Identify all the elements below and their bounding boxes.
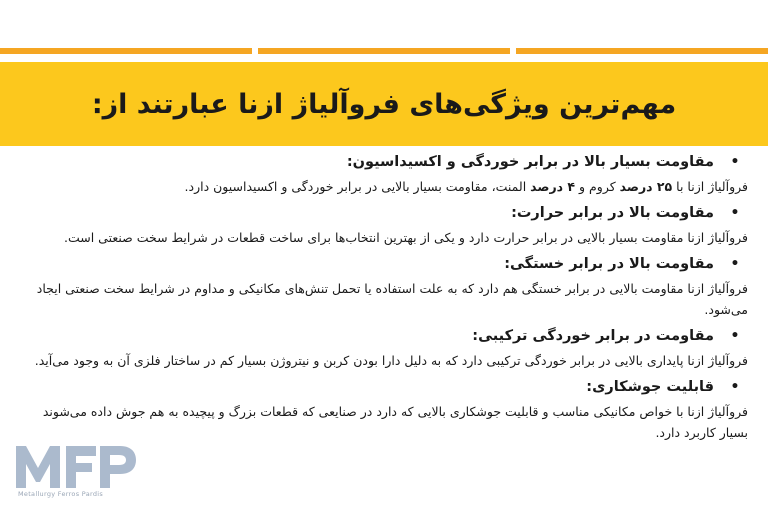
item-body-text: کروم و — [575, 179, 620, 194]
item-body-bold-element: ۴ درصد — [530, 179, 576, 194]
bullet-icon: • — [730, 256, 740, 272]
item-heading — [30, 254, 748, 274]
bullet-icon: • — [730, 205, 740, 221]
top-stripe-right — [516, 48, 768, 54]
title-banner — [0, 62, 768, 146]
item-heading-text: مقاومت بالا در برابر حرارت: — [511, 205, 714, 221]
list-item — [30, 203, 748, 248]
list-item — [30, 254, 748, 320]
item-body-text: فروآلیاژ ازنا با — [672, 179, 748, 194]
item-heading — [30, 377, 748, 397]
list-item — [30, 152, 748, 197]
bullet-icon: • — [730, 154, 740, 170]
logo-caption: Metallurgy Ferros Pardis — [18, 490, 104, 498]
item-heading-text: مقاومت بسیار بالا در برابر خوردگی و اکسیداسیون: — [346, 154, 714, 170]
features-list — [30, 152, 748, 449]
item-heading-text: قابلیت جوشکاری: — [586, 379, 714, 395]
bullet-icon: • — [730, 328, 740, 344]
item-body-bold-chromium: ۲۵ درصد — [619, 179, 673, 194]
item-body: فروآلیاژ ازنا مقاومت بالایی در برابر خستگی هم دارد که به علت استفاده یا تحمل تنش‌های مکانیکی و مداوم در شرایط سخت صنعتی ایجاد می‌شود. — [36, 281, 748, 317]
item-body: فروآلیاژ ازنا پایداری بالایی در برابر خوردگی ترکیبی دارد که به دلیل دارا بودن کربن و نیتروژن بسیار کم در ساختار فلزی آن به وجود می‌آید. — [34, 353, 748, 368]
item-heading-text: مقاومت بالا در برابر خستگی: — [504, 256, 714, 272]
item-heading — [30, 152, 748, 172]
page-title: مهم‌ترین ویژگی‌های فروآلیاژ ازنا عبارتند از: — [91, 88, 677, 120]
item-heading — [30, 326, 748, 346]
item-body: فروآلیاژ ازنا مقاومت بسیار بالایی در برابر حرارت دارد و یکی از بهترین انتخاب‌ها برای ساخت قطعات در شرایط سخت صنعتی است. — [64, 230, 748, 245]
list-item — [30, 326, 748, 371]
item-body — [30, 176, 748, 197]
item-heading — [30, 203, 748, 223]
top-stripe-left — [0, 48, 252, 54]
bullet-icon: • — [730, 379, 740, 395]
top-stripe-middle — [258, 48, 510, 54]
list-item — [30, 377, 748, 443]
item-heading-text: مقاومت در برابر خوردگی ترکیبی: — [472, 328, 714, 344]
item-body: فروآلیاژ ازنا با خواص مکانیکی مناسب و قابلیت جوشکاری بالایی که دارد در صنایعی که قطعات بزرگ و پیچیده به هم جوش داده می‌شوند بسیار کاربرد دارد. — [42, 404, 748, 440]
item-body-text: المنت، مقاومت بسیار بالایی در برابر خوردگی و اکسیداسیون دارد. — [184, 179, 531, 194]
